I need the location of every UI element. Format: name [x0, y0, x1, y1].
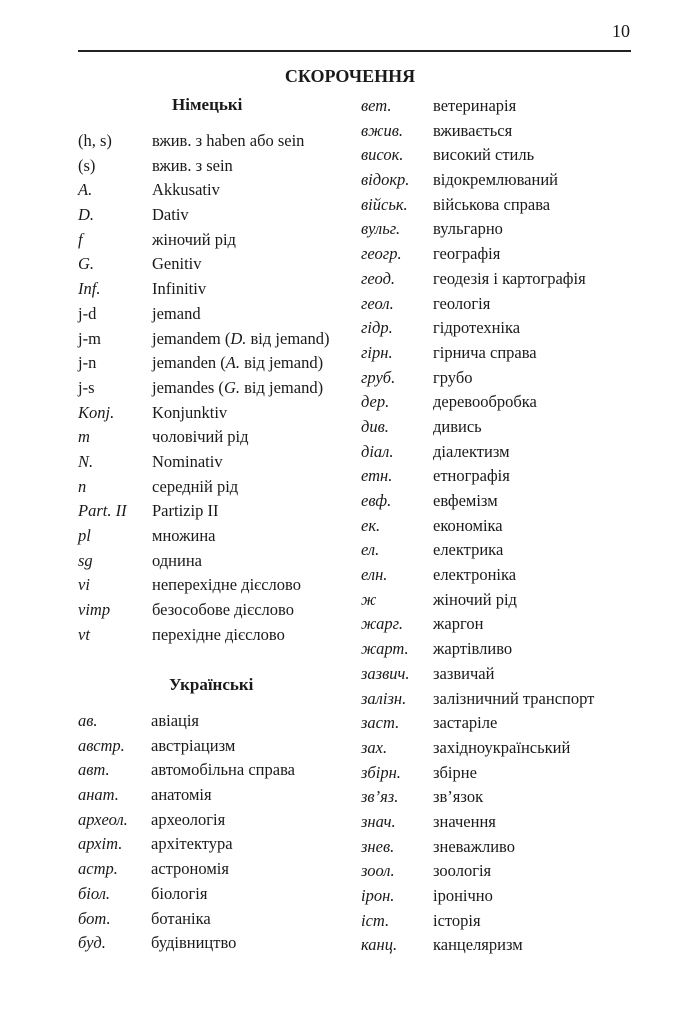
abbreviation: D.: [78, 205, 95, 225]
abbreviation: елн.: [361, 565, 388, 585]
abbreviation-entry: [361, 859, 594, 884]
abbreviation-meaning: неперехідне дієслово: [152, 575, 301, 595]
abbreviation-entry: [78, 808, 295, 833]
abbreviation: геод.: [361, 268, 396, 288]
abbreviation-entry: [361, 267, 594, 292]
abbreviation-entry: [361, 217, 594, 242]
abbreviation-entry: [361, 612, 594, 637]
abbreviation: діал.: [361, 441, 394, 461]
abbreviation-meaning: жартівливо: [433, 639, 513, 659]
abbreviation: Konj.: [78, 402, 115, 422]
abbreviation: дер.: [361, 392, 390, 412]
abbreviation: археол.: [78, 809, 128, 829]
abbreviation: збірн.: [361, 762, 401, 782]
abbreviation-entry: [361, 835, 594, 860]
abbreviation-meaning: економіка: [433, 515, 503, 535]
abbreviation-meaning: застаріле: [433, 713, 498, 733]
abbreviation-meaning: Dativ: [152, 205, 189, 225]
abbreviation-meaning: ветеринарія: [433, 96, 517, 115]
meaning-part: jemandes (: [152, 377, 224, 397]
german-abbreviation-list: [78, 129, 329, 647]
abbreviation-meaning: вульгарно: [433, 219, 503, 239]
abbreviation-entry: [361, 390, 594, 415]
abbreviation-entry: [78, 623, 329, 648]
abbreviation: j-m: [78, 328, 101, 348]
abbreviation-entry: [361, 464, 594, 489]
abbreviation: зоол.: [361, 861, 395, 881]
abbreviation-meaning: археологія: [151, 809, 226, 829]
abbreviation: ірон.: [361, 886, 395, 905]
german-section-heading: Німецькі: [172, 95, 243, 114]
abbreviation-meaning: гідротехніка: [433, 318, 521, 338]
abbreviation-entry: [361, 94, 594, 119]
abbreviation-meaning: жіночий рід: [152, 229, 236, 249]
abbreviation-entry: [78, 931, 295, 956]
abbreviation: Part. II: [78, 501, 127, 521]
abbreviation: sg: [78, 550, 93, 570]
abbreviation-entry: [361, 415, 594, 440]
abbreviation-meaning: збірне: [433, 762, 477, 782]
abbreviation-entry: [78, 203, 329, 228]
abbreviation-meaning: жаргон: [433, 614, 484, 634]
abbreviation-meaning: військова справа: [433, 194, 551, 214]
abbreviation: вжив.: [361, 120, 404, 140]
abbreviation-meaning: Nominativ: [152, 451, 223, 471]
abbreviation-entry: [78, 709, 295, 734]
abbreviation-meaning: однина: [152, 550, 202, 570]
abbreviation-meaning: зазвичай: [433, 663, 495, 683]
abbreviation: знач.: [361, 811, 396, 831]
abbreviation: (h, s): [78, 131, 112, 150]
abbreviation: зазвич.: [361, 663, 410, 683]
abbreviation-entry: [361, 242, 594, 267]
ukrainian-abbreviation-list: [78, 709, 295, 956]
abbreviation: авт.: [78, 760, 110, 780]
abbreviation-meaning: Genitiv: [152, 254, 202, 274]
abbreviation-entry: [78, 351, 329, 376]
abbreviation-entry: [78, 302, 329, 327]
abbreviation: іст.: [361, 910, 390, 930]
abbreviation-entry: [78, 277, 329, 302]
abbreviation-entry: [78, 129, 329, 154]
abbreviation: груб.: [361, 367, 396, 387]
abbreviation-entry: [361, 316, 594, 341]
abbreviation-entry: [78, 450, 329, 475]
abbreviation-meaning: грубо: [433, 367, 473, 387]
abbreviation-entry: [361, 588, 594, 613]
meaning-part: jemanden (: [152, 353, 226, 373]
abbreviation-entry: [361, 489, 594, 514]
abbreviation-meaning: jemand: [152, 303, 201, 323]
abbreviation: канц.: [361, 935, 398, 955]
abbreviation: зв’яз.: [361, 787, 399, 807]
abbreviation-meaning: геодезія і картографія: [433, 268, 586, 288]
abbreviation-meaning: історія: [433, 910, 481, 930]
abbreviation-entry: [78, 907, 295, 932]
abbreviation-entry: [78, 524, 329, 549]
abbreviation-entry: [361, 810, 594, 835]
abbreviation-meaning: вжив. з sein: [152, 155, 233, 175]
abbreviation-meaning: Akkusativ: [152, 180, 220, 200]
abbreviation: анат.: [78, 785, 119, 805]
abbreviation-entry: [361, 637, 594, 662]
abbreviation: див.: [361, 416, 389, 436]
abbreviation-meaning: геологія: [433, 293, 491, 313]
abbreviation-entry: [78, 228, 329, 253]
abbreviation: vt: [78, 624, 90, 644]
abbreviation-entry: [361, 736, 594, 761]
abbreviation-meaning: Partizip II: [152, 501, 219, 521]
abbreviation-meaning: анатомія: [151, 785, 212, 805]
abbreviation-entry: [361, 168, 594, 193]
abbreviation-meaning: вживається: [433, 120, 513, 140]
abbreviation: військ.: [361, 194, 408, 214]
abbreviation-meaning: зоологія: [433, 861, 492, 881]
abbreviation-entry: [78, 475, 329, 500]
abbreviation-meaning: будівництво: [151, 933, 237, 953]
abbreviation-entry: [78, 758, 295, 783]
abbreviation-entry: [78, 857, 295, 882]
abbreviation-meaning: гірнича справа: [433, 342, 537, 362]
abbreviation: гідр.: [361, 318, 393, 338]
abbreviation: геол.: [361, 293, 394, 313]
abbreviation-meaning: середній рід: [152, 476, 239, 496]
abbreviation-entry: [78, 154, 329, 179]
abbreviation-entry: [78, 401, 329, 426]
abbreviation-meaning: [152, 376, 323, 401]
abbreviation-meaning: дивись: [433, 416, 482, 436]
abbreviation-entry: [361, 292, 594, 317]
abbreviation-entry: [78, 573, 329, 598]
abbreviation-entry: [78, 882, 295, 907]
abbreviation: ж: [361, 589, 377, 609]
abbreviation-entry: [361, 538, 594, 563]
abbreviation: астр.: [78, 859, 118, 879]
abbreviation-meaning: етнографія: [433, 466, 510, 486]
abbreviation: Inf.: [78, 279, 101, 299]
abbreviation: G.: [78, 254, 95, 274]
meaning-case: G.: [223, 377, 240, 397]
abbreviation: (s): [78, 155, 96, 175]
abbreviation-entry: [78, 832, 295, 857]
abbreviation-entry: [361, 687, 594, 712]
abbreviation-meaning: діалектизм: [433, 441, 510, 461]
abbreviation-entry: [361, 514, 594, 539]
abbreviation: j-d: [78, 303, 97, 323]
abbreviation: архіт.: [78, 834, 123, 854]
abbreviation-entry: [361, 193, 594, 218]
abbreviation-entry: [361, 143, 594, 168]
abbreviation-meaning: жіночий рід: [433, 589, 517, 609]
ukrainian-section-heading: Українські: [169, 675, 254, 694]
abbreviation-meaning: Konjunktiv: [152, 402, 228, 422]
abbreviation: pl: [78, 526, 91, 545]
abbreviation-entry: [361, 440, 594, 465]
abbreviation-meaning: географія: [433, 244, 501, 264]
abbreviation-meaning: західноукраїнський: [433, 737, 571, 757]
abbreviation: австр.: [78, 735, 125, 755]
abbreviation-meaning: вжив. з haben або sein: [152, 131, 305, 150]
abbreviation-entry: [361, 761, 594, 786]
meaning-part: від jemand): [239, 353, 324, 373]
abbreviation-entry: [361, 909, 594, 934]
abbreviation: заст.: [361, 713, 400, 733]
meaning-part: від jemand): [239, 377, 324, 397]
abbreviation-meaning: значення: [433, 811, 496, 831]
abbreviation-meaning: Infinitiv: [152, 279, 207, 299]
page-number: 10: [612, 21, 630, 41]
abbreviation-meaning: електрика: [433, 540, 504, 560]
abbreviation-entry: [361, 563, 594, 588]
abbreviation: n: [78, 476, 87, 496]
abbreviation: жарт.: [361, 639, 409, 659]
abbreviation: біол.: [78, 883, 111, 903]
abbreviation-entry: [361, 341, 594, 366]
abbreviation-meaning: біологія: [151, 883, 208, 903]
abbreviation-entry: [78, 252, 329, 277]
meaning-case: D.: [230, 328, 247, 348]
abbreviation: A.: [78, 180, 93, 200]
abbreviation: ек.: [361, 515, 381, 535]
abbreviation: f: [78, 229, 83, 249]
abbreviation-entry: [78, 425, 329, 450]
abbreviation-meaning: чоловічий рід: [152, 427, 249, 447]
abbreviation-meaning: автомобільна справа: [151, 760, 295, 780]
abbreviation-meaning: астрономія: [151, 859, 229, 879]
abbreviation-entry: [78, 178, 329, 203]
abbreviation: m: [78, 427, 90, 447]
abbreviation-entry: [361, 366, 594, 391]
abbreviation: j-n: [78, 353, 97, 373]
abbreviation: N.: [78, 451, 94, 471]
abbreviation: жарг.: [361, 614, 403, 634]
abbreviation-meaning: зневажливо: [433, 836, 515, 856]
abbreviation-meaning: архітектура: [151, 834, 233, 854]
abbreviation-entry: [361, 119, 594, 144]
abbreviation: вет.: [361, 96, 392, 115]
abbreviation-entry: [78, 598, 329, 623]
abbreviation: геогр.: [361, 244, 402, 264]
meaning-case: A.: [225, 353, 240, 373]
abbreviation-meaning: [152, 327, 329, 352]
abbreviation-meaning: [152, 351, 323, 376]
abbreviation-meaning: зв’язок: [433, 787, 484, 807]
abbreviation-meaning: залізничний транспорт: [433, 688, 595, 708]
abbreviation: vimp: [78, 600, 111, 620]
abbreviation: відокр.: [361, 170, 410, 190]
abbreviation-meaning: множина: [152, 526, 216, 545]
meaning-part: від jemand): [246, 328, 330, 348]
abbreviation: вульг.: [361, 219, 401, 239]
abbreviation-entry: [78, 783, 295, 808]
abbreviation: j-s: [78, 377, 95, 397]
abbreviation-meaning: іронічно: [433, 886, 493, 905]
page-title: СКОРОЧЕННЯ: [284, 66, 416, 86]
abbreviation-entry: [78, 376, 329, 401]
abbreviation-entry: [361, 711, 594, 736]
ukrainian-abbreviation-list-continued: [361, 94, 594, 958]
abbreviation: знев.: [361, 836, 395, 856]
abbreviation-meaning: ботаніка: [151, 908, 211, 928]
abbreviation: висок.: [361, 145, 404, 165]
abbreviation: гірн.: [361, 342, 393, 362]
abbreviation: ав.: [78, 711, 98, 730]
abbreviation: евф.: [361, 491, 392, 510]
abbreviation-meaning: авіація: [151, 711, 200, 730]
abbreviation-entry: [361, 662, 594, 687]
abbreviation: буд.: [78, 933, 106, 953]
abbreviation-meaning: австріацизм: [151, 735, 236, 755]
abbreviation-meaning: високий стиль: [433, 145, 535, 165]
abbreviation: залізн.: [361, 688, 407, 708]
abbreviation-entry: [78, 549, 329, 574]
header-rule: [78, 50, 631, 52]
abbreviation-entry: [361, 933, 594, 958]
abbreviation-entry: [78, 327, 329, 352]
abbreviation-entry: [361, 884, 594, 909]
abbreviation-meaning: електроніка: [433, 565, 517, 585]
abbreviation-meaning: безособове дієслово: [152, 600, 294, 620]
abbreviation-meaning: евфемізм: [433, 491, 498, 510]
abbreviation: зах.: [361, 737, 388, 757]
abbreviation-entry: [361, 785, 594, 810]
abbreviation: ел.: [361, 540, 380, 560]
meaning-part: jemandem (: [152, 328, 231, 348]
abbreviation-meaning: перехідне дієслово: [152, 624, 285, 644]
abbreviation: бот.: [78, 908, 111, 928]
abbreviation-meaning: деревообробка: [433, 392, 537, 412]
abbreviation-meaning: канцеляризм: [433, 935, 523, 955]
abbreviation-entry: [78, 734, 295, 759]
abbreviation-entry: [78, 499, 329, 524]
abbreviation: vi: [78, 575, 90, 595]
abbreviation: етн.: [361, 466, 393, 486]
abbreviation-meaning: відокремлюваний: [433, 170, 558, 190]
